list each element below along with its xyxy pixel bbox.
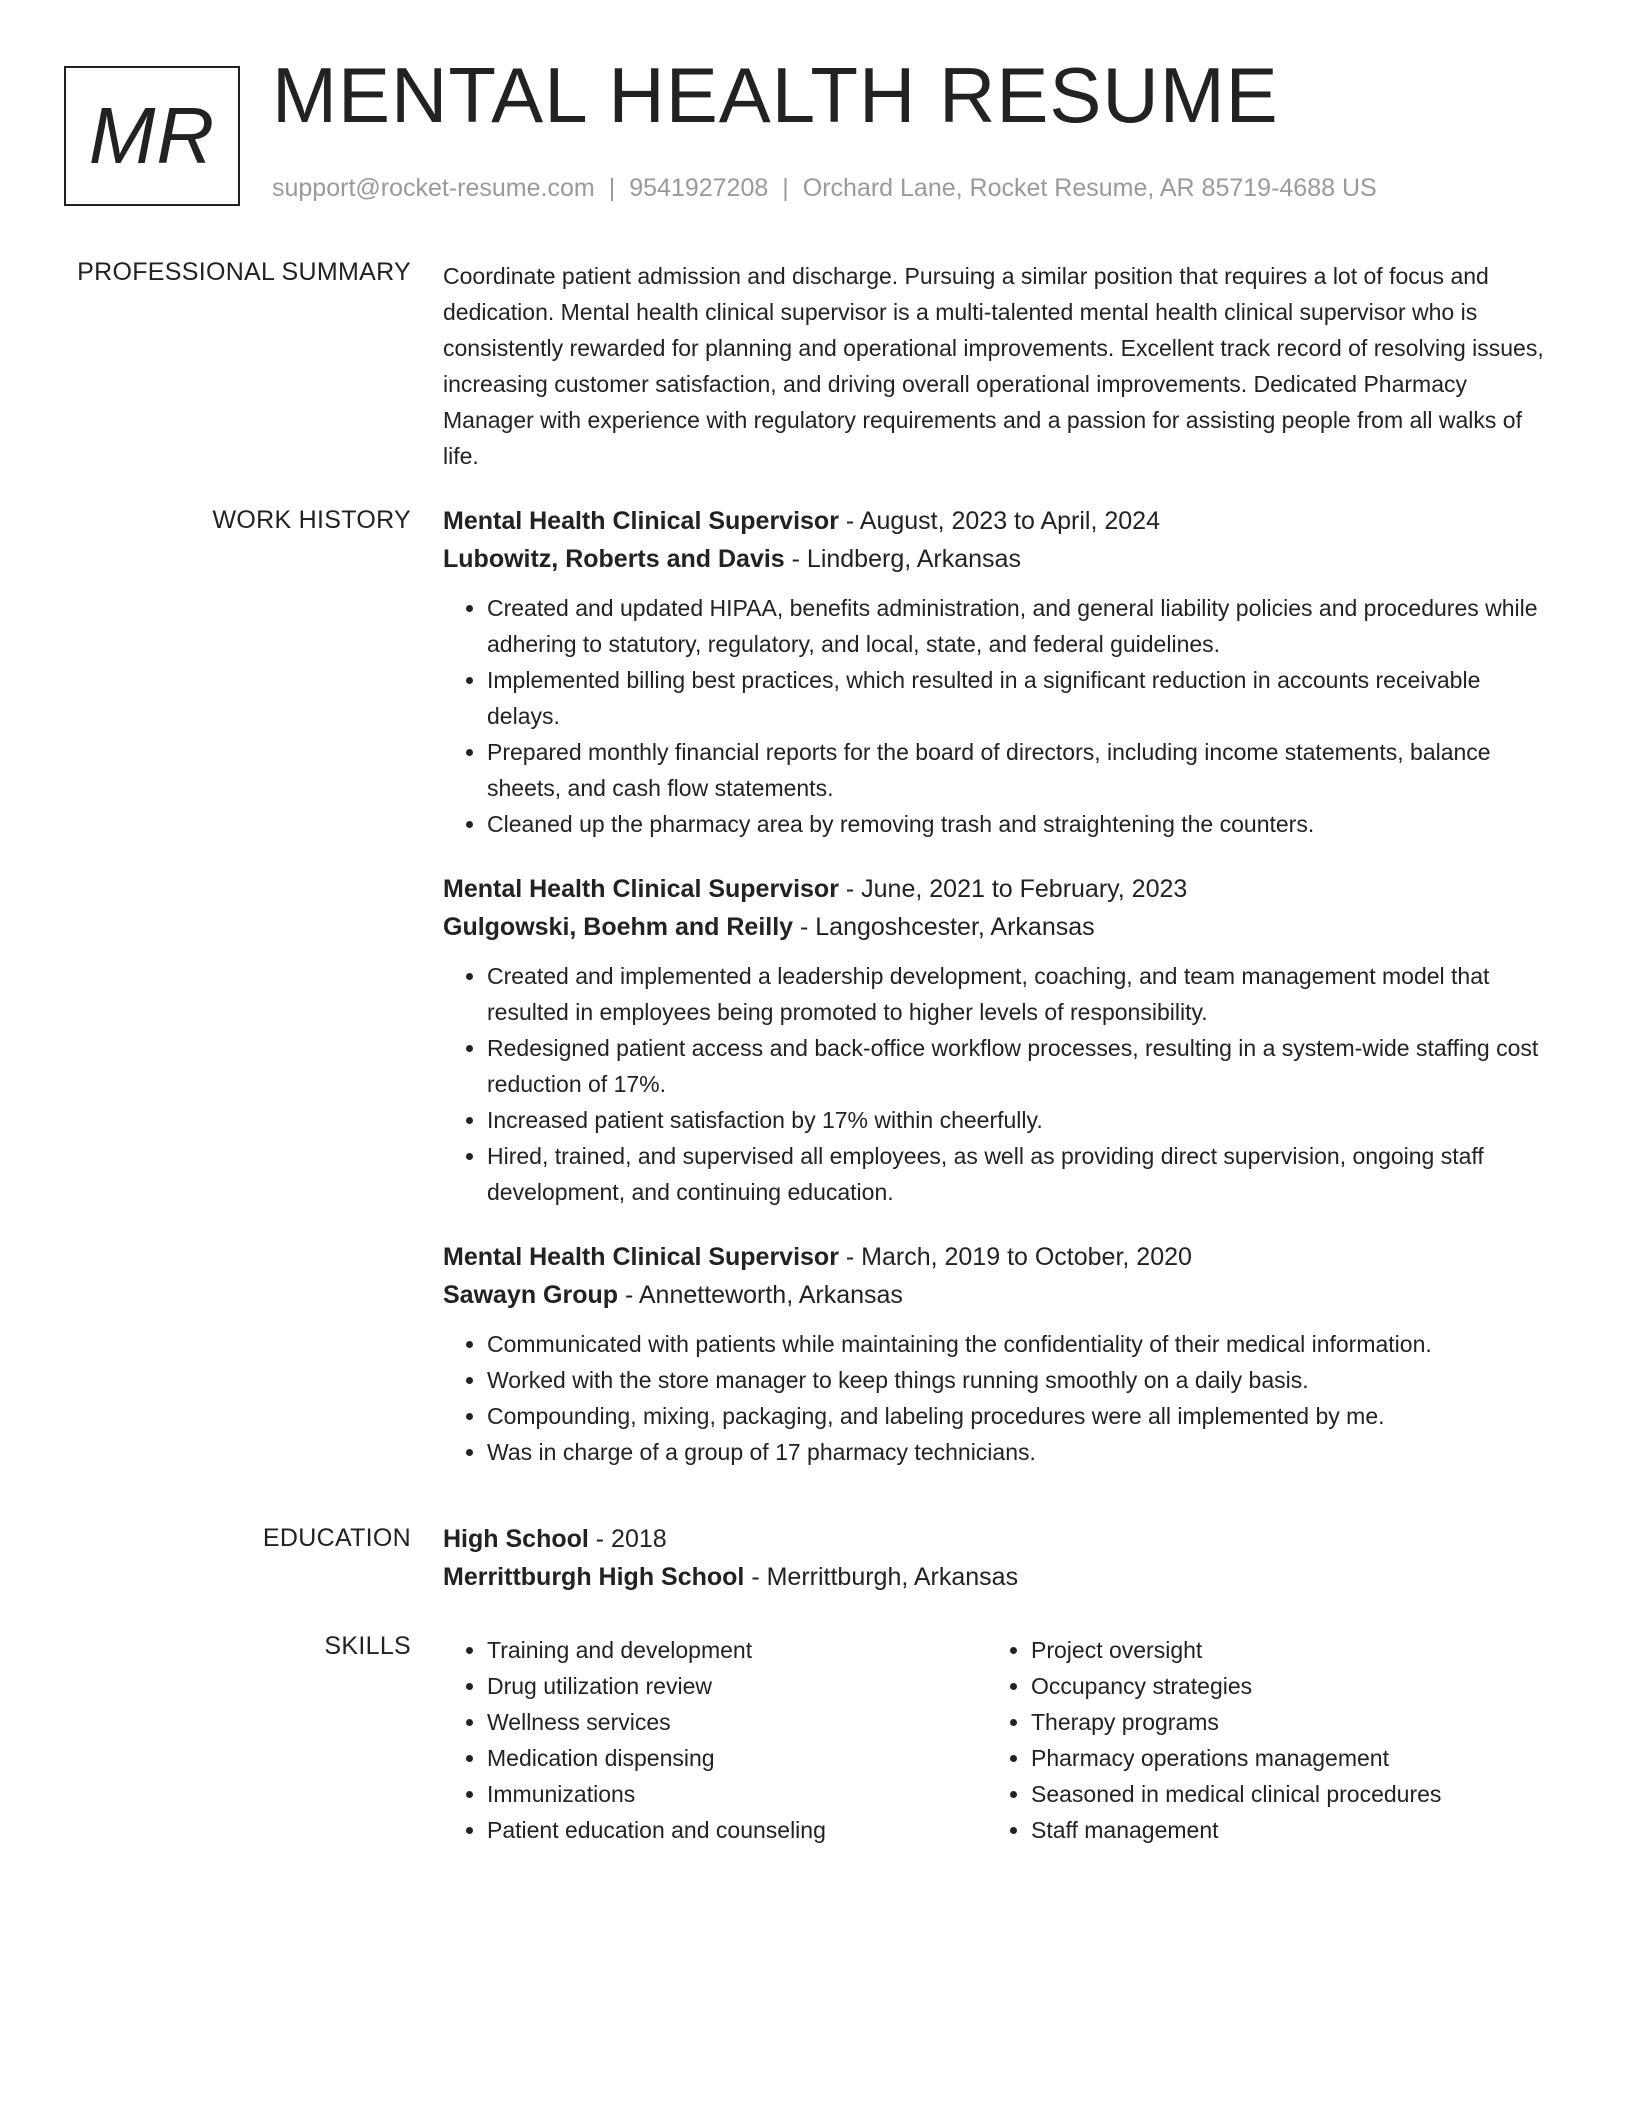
job-bullets — [443, 958, 1553, 1210]
job-company: Gulgowski, Boehm and Reilly — [443, 913, 794, 941]
job-entry — [443, 502, 1553, 842]
job-bullets — [443, 590, 1553, 842]
job-company: Lubowitz, Roberts and Davis — [443, 545, 785, 573]
job-location: - Annetteworth, Arkansas — [618, 1281, 903, 1309]
job-dates: - June, 2021 to February, 2023 — [838, 875, 1188, 903]
contact-address: Orchard Lane, Rocket Resume, AR 85719-4688 US — [802, 174, 1377, 202]
job-bullet: • Communicated with patients while maintaining the confidentiality of their medical information. — [487, 1326, 1553, 1362]
skill-item: • Patient education and counseling — [487, 1812, 987, 1848]
job-company-line — [443, 540, 1553, 578]
skill-item: • Occupancy strategies — [1031, 1668, 1551, 1704]
job-entry — [443, 870, 1553, 1210]
contact-separator: | — [782, 174, 789, 202]
job-bullet: • Redesigned patient access and back-office workflow processes, resulting in a system-wide staffing cost reduction of 17%. — [487, 1030, 1553, 1102]
job-bullet: • Compounding, mixing, packaging, and labeling procedures were all implemented by me. — [487, 1398, 1553, 1434]
job-title: Mental Health Clinical Supervisor — [443, 1243, 839, 1271]
summary-text: Coordinate patient admission and discharge. Pursuing a similar position that requires a lot of focus and dedication. Mental health clinical supervisor is a multi-talented mental health clinical supervisor who is consistently rewarded for planning and operational improvements. Excellent track record of resolving issues, increasing customer satisfaction, and driving overall operational improvements. Dedicated Pharmacy Manager with experience with regulatory requirements and a passion for assisting people from all walks of life. — [443, 263, 1544, 469]
skill-item: • Project oversight — [1031, 1632, 1551, 1668]
job-entry — [443, 1238, 1553, 1470]
job-title-line — [443, 1238, 1553, 1276]
skill-item: • Drug utilization review — [487, 1668, 987, 1704]
job-bullet: • Implemented billing best practices, which resulted in a significant reduction in accounts receivable delays. — [487, 662, 1553, 734]
monogram-box — [64, 66, 240, 206]
skills-body — [443, 1632, 1553, 1848]
education-degree: High School — [443, 1525, 589, 1553]
skill-item: • Seasoned in medical clinical procedures — [1031, 1776, 1551, 1812]
skills-columns — [443, 1632, 1553, 1848]
job-company-line — [443, 1276, 1553, 1314]
section-label-summary: PROFESSIONAL SUMMARY — [77, 258, 411, 286]
skills-list-left — [443, 1632, 987, 1848]
work-history-body — [443, 502, 1553, 1498]
job-bullet: • Prepared monthly financial reports for the board of directors, including income statements, balance sheets, and cash flow statements. — [487, 734, 1553, 806]
job-bullets — [443, 1326, 1553, 1470]
job-title-line — [443, 502, 1553, 540]
skill-item: • Wellness services — [487, 1704, 987, 1740]
job-bullet: • Hired, trained, and supervised all employees, as well as providing direct supervision, ongoing staff development, and continuing education. — [487, 1138, 1553, 1210]
job-bullet: • Created and implemented a leadership development, coaching, and team management model that resulted in employees being promoted to higher levels of responsibility. — [487, 958, 1553, 1030]
job-dates: - August, 2023 to April, 2024 — [838, 507, 1160, 535]
skill-item: • Staff management — [1031, 1812, 1551, 1848]
education-degree-line — [443, 1520, 1553, 1558]
summary-body — [443, 258, 1553, 474]
skill-item: • Therapy programs — [1031, 1704, 1551, 1740]
section-label-work-history: WORK HISTORY — [212, 506, 411, 534]
section-label-education: EDUCATION — [262, 1524, 411, 1552]
education-body — [443, 1520, 1553, 1596]
education-school-line — [443, 1558, 1553, 1596]
skill-item: • Training and development — [487, 1632, 987, 1668]
contact-line — [272, 174, 1377, 203]
job-title: Mental Health Clinical Supervisor — [443, 875, 839, 903]
job-location: - Langoshcester, Arkansas — [793, 913, 1095, 941]
job-location: - Lindberg, Arkansas — [784, 545, 1021, 573]
job-title: Mental Health Clinical Supervisor — [443, 507, 839, 535]
job-bullet: • Was in charge of a group of 17 pharmacy technicians. — [487, 1434, 1553, 1470]
education-year: - 2018 — [588, 1525, 667, 1553]
skills-list-right — [987, 1632, 1551, 1848]
job-dates: - March, 2019 to October, 2020 — [838, 1243, 1192, 1271]
resume-title: MENTAL HEALTH RESUME — [272, 51, 1279, 139]
job-bullet: • Worked with the store manager to keep things running smoothly on a daily basis. — [487, 1362, 1553, 1398]
contact-phone: 9541927208 — [629, 174, 769, 202]
skill-item: • Medication dispensing — [487, 1740, 987, 1776]
contact-email: support@rocket-resume.com — [272, 174, 595, 202]
skill-item: • Pharmacy operations management — [1031, 1740, 1551, 1776]
job-company: Sawayn Group — [443, 1281, 619, 1309]
skill-item: • Immunizations — [487, 1776, 987, 1812]
job-title-line — [443, 870, 1553, 908]
monogram-initials: MR — [88, 91, 216, 180]
section-label-skills: SKILLS — [324, 1632, 411, 1660]
contact-separator: | — [608, 174, 616, 202]
job-bullet: • Increased patient satisfaction by 17% within cheerfully. — [487, 1102, 1553, 1138]
job-bullet: • Created and updated HIPAA, benefits administration, and general liability policies and procedures while adhering to statutory, regulatory, and local, state, and federal guidelines. — [487, 590, 1553, 662]
education-location: - Merrittburgh, Arkansas — [744, 1563, 1019, 1591]
education-school: Merrittburgh High School — [443, 1563, 745, 1591]
job-bullet: • Cleaned up the pharmacy area by removing trash and straightening the counters. — [487, 806, 1553, 842]
job-company-line — [443, 908, 1553, 946]
